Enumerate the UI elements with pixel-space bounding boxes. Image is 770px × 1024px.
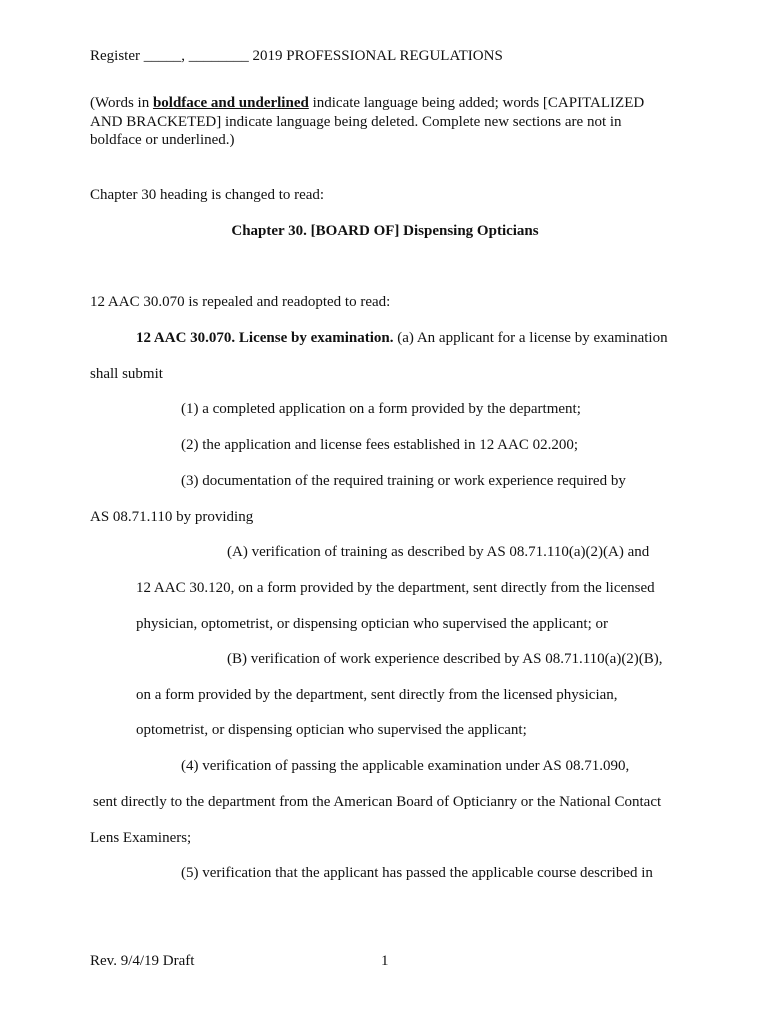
chapter-intro: Chapter 30 heading is changed to read: xyxy=(90,187,325,203)
page-number: 1 xyxy=(381,953,389,969)
legend-line-3: boldface or underlined.) xyxy=(90,132,235,148)
item-3A-line-2: 12 AAC 30.120, on a form provided by the department, sent directly from the licensed xyxy=(136,580,655,596)
legend-bold-underlined: boldface and underlined xyxy=(152,95,309,111)
chapter-heading: Chapter 30. [BOARD OF] Dispensing Opticians xyxy=(231,223,539,239)
legend-post: indicate language being added; words [CAPITALIZED xyxy=(308,95,645,111)
page-header: Register _____, ________ 2019 PROFESSIONAL REGULATIONS xyxy=(90,48,503,64)
footer-draft: Rev. 9/4/19 Draft xyxy=(90,953,195,969)
item-4-line-2: sent directly to the department from the American Board of Opticianry or the National Contact xyxy=(93,794,662,810)
item-3B-line-1: (B) verification of work experience described by AS 08.71.110(a)(2)(B), xyxy=(227,651,663,667)
legend-line-2: AND BRACKETED] indicate language being deleted. Complete new sections are not in xyxy=(90,114,622,130)
section-first-line xyxy=(136,329,668,348)
item-3-line-1: (3) documentation of the required training or work experience required by xyxy=(181,473,626,489)
section-continuation: shall submit xyxy=(90,366,163,382)
legend-line-1 xyxy=(90,94,644,113)
item-3B-line-3: optometrist, or dispensing optician who supervised the applicant; xyxy=(136,722,527,738)
item-3A-line-1: (A) verification of training as described by AS 08.71.110(a)(2)(A) and xyxy=(227,544,650,560)
item-3B-line-2: on a form provided by the department, sent directly from the licensed physician, xyxy=(136,687,618,703)
item-5-line-1: (5) verification that the applicant has passed the applicable course described in xyxy=(181,865,653,881)
item-4-line-1: (4) verification of passing the applicable examination under AS 08.71.090, xyxy=(181,758,630,774)
section-text: (a) An applicant for a license by examination xyxy=(393,330,668,346)
item-2: (2) the application and license fees established in 12 AAC 02.200; xyxy=(181,437,578,453)
item-3A-line-3: physician, optometrist, or dispensing optician who supervised the applicant; or xyxy=(136,616,608,632)
repeal-intro: 12 AAC 30.070 is repealed and readopted to read: xyxy=(90,294,391,310)
item-3-line-2: AS 08.71.110 by providing xyxy=(90,509,254,525)
legend-pre: (Words in xyxy=(90,95,153,111)
item-1: (1) a completed application on a form provided by the department; xyxy=(181,401,581,417)
section-heading: 12 AAC 30.070. License by examination. xyxy=(136,330,394,346)
item-4-line-3: Lens Examiners; xyxy=(90,830,192,846)
